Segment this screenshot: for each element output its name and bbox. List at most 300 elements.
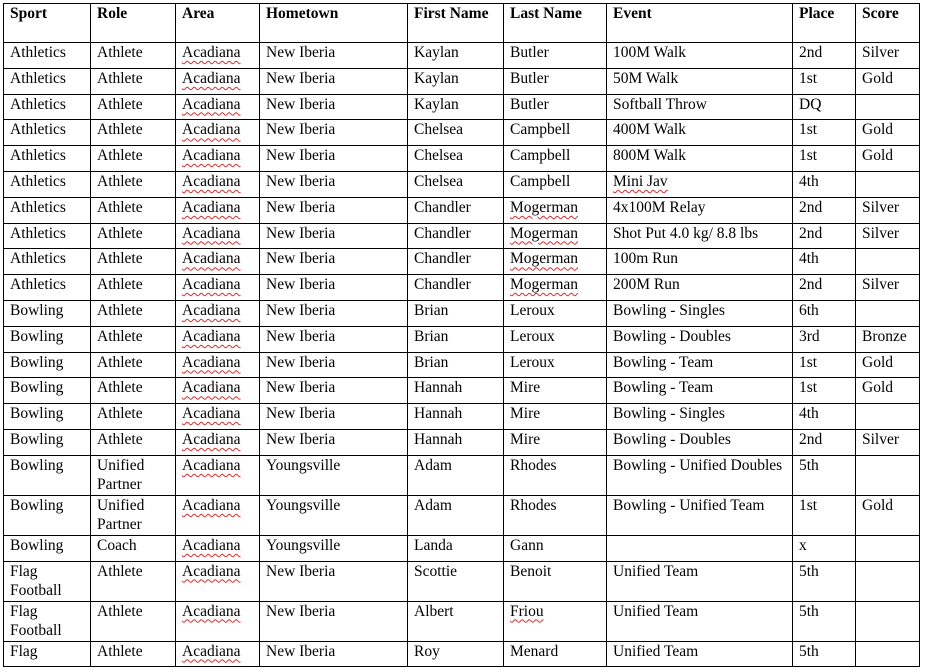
cell-text: 5th	[799, 602, 819, 620]
cell-text: Silver	[862, 198, 900, 216]
cell-place	[793, 223, 856, 249]
cell-hometown	[260, 275, 408, 301]
cell-score	[856, 171, 920, 197]
cell-role	[91, 352, 176, 378]
cell-text: Leroux	[510, 327, 555, 345]
cell-role	[91, 455, 176, 495]
cell-text: Chelsea	[414, 172, 464, 190]
cell-score	[856, 535, 920, 561]
cell-text: Chandler	[414, 250, 471, 268]
cell-sport	[4, 146, 91, 172]
cell-text: Athlete	[97, 95, 143, 113]
cell-area	[176, 352, 260, 378]
cell-text: Bowling	[10, 405, 64, 423]
cell-place	[793, 43, 856, 69]
cell-text: Bowling - Singles	[613, 405, 725, 423]
cell-text: Campbell	[510, 147, 571, 165]
cell-text: Bowling	[10, 536, 64, 554]
cell-text: New Iberia	[266, 69, 336, 87]
cell-event	[607, 171, 793, 197]
cell-text: Athlete	[97, 198, 143, 216]
cell-text: Unified Partner	[97, 456, 145, 494]
cell-role	[91, 429, 176, 455]
cell-hometown	[260, 223, 408, 249]
cell-hometown	[260, 146, 408, 172]
cell-role	[91, 495, 176, 535]
cell-event	[607, 249, 793, 275]
cell-last-name	[504, 455, 607, 495]
cell-text: Butler	[510, 44, 549, 61]
cell-text: 100M Walk	[613, 44, 686, 61]
table-row	[4, 601, 920, 641]
cell-hometown	[260, 352, 408, 378]
cell-text: Acadiana	[182, 276, 241, 294]
cell-text: Athletics	[10, 224, 66, 242]
cell-text: 4th	[799, 405, 819, 423]
cell-text: Athlete	[97, 172, 143, 190]
cell-event	[607, 495, 793, 535]
cell-hometown	[260, 68, 408, 94]
cell-place	[793, 275, 856, 301]
cell-text: Acadiana	[182, 301, 241, 319]
cell-text: Bowling	[10, 456, 64, 474]
cell-role	[91, 120, 176, 146]
cell-text: Coach	[97, 536, 137, 554]
cell-hometown	[260, 535, 408, 561]
cell-text: Athlete	[97, 430, 143, 448]
cell-last-name	[504, 641, 607, 667]
cell-first-name	[408, 455, 504, 495]
cell-area	[176, 300, 260, 326]
cell-place	[793, 171, 856, 197]
cell-event	[607, 535, 793, 561]
cell-last-name	[504, 495, 607, 535]
cell-text: Hannah	[414, 430, 463, 448]
cell-text: Mogerman	[510, 250, 579, 268]
cell-text: Silver	[862, 430, 900, 448]
cell-event	[607, 641, 793, 667]
cell-hometown	[260, 404, 408, 430]
cell-text: Gold	[862, 147, 893, 165]
cell-text: Mogerman	[510, 198, 579, 216]
table-row	[4, 171, 920, 197]
cell-first-name	[408, 300, 504, 326]
cell-text: Athlete	[97, 405, 143, 423]
cell-last-name	[504, 223, 607, 249]
column-header-hometown: Hometown	[260, 4, 408, 43]
cell-last-name	[504, 94, 607, 120]
cell-first-name	[408, 378, 504, 404]
cell-first-name	[408, 326, 504, 352]
cell-role	[91, 404, 176, 430]
cell-first-name	[408, 495, 504, 535]
cell-role	[91, 249, 176, 275]
cell-role	[91, 171, 176, 197]
cell-text: Menard	[510, 642, 559, 660]
cell-text: Softball Throw	[613, 95, 707, 113]
cell-text: Athletics	[10, 172, 66, 190]
cell-first-name	[408, 352, 504, 378]
table-row	[4, 43, 920, 69]
cell-text: Acadiana	[182, 198, 241, 216]
cell-text: Acadiana	[182, 147, 241, 165]
cell-text: 800M Walk	[613, 147, 686, 165]
cell-hometown	[260, 429, 408, 455]
cell-score	[856, 601, 920, 641]
cell-place	[793, 378, 856, 404]
cell-text: 50M Walk	[613, 69, 679, 87]
cell-area	[176, 561, 260, 601]
table-row	[4, 120, 920, 146]
cell-text: Chandler	[414, 198, 471, 216]
cell-text: Athletics	[10, 44, 66, 61]
cell-text: Athletics	[10, 198, 66, 216]
cell-sport	[4, 249, 91, 275]
cell-text: Acadiana	[182, 536, 241, 554]
cell-first-name	[408, 535, 504, 561]
table-row	[4, 455, 920, 495]
cell-hometown	[260, 43, 408, 69]
cell-area	[176, 429, 260, 455]
cell-first-name	[408, 249, 504, 275]
cell-text: Rhodes	[510, 456, 557, 474]
cell-text: Mini Jav	[613, 172, 668, 190]
cell-event	[607, 68, 793, 94]
cell-event	[607, 120, 793, 146]
header-row	[4, 4, 920, 43]
cell-event	[607, 275, 793, 301]
cell-score	[856, 197, 920, 223]
cell-score	[856, 495, 920, 535]
cell-hometown	[260, 171, 408, 197]
cell-text: Leroux	[510, 353, 555, 371]
cell-text: Athlete	[97, 224, 143, 242]
cell-text: Youngsville	[266, 456, 341, 474]
cell-place	[793, 429, 856, 455]
cell-text: Acadiana	[182, 562, 241, 580]
cell-score	[856, 429, 920, 455]
cell-event	[607, 378, 793, 404]
cell-text: Acadiana	[182, 456, 241, 474]
cell-text: 5th	[799, 642, 819, 660]
cell-sport	[4, 641, 91, 667]
cell-score	[856, 404, 920, 430]
cell-text: Athlete	[97, 379, 143, 397]
cell-text: Roy	[414, 642, 440, 660]
cell-role	[91, 641, 176, 667]
cell-hometown	[260, 249, 408, 275]
cell-text: Unified Team	[613, 602, 699, 620]
cell-text: Athlete	[97, 562, 143, 580]
cell-text: Flag	[10, 642, 38, 660]
cell-text: Chandler	[414, 224, 471, 242]
cell-last-name	[504, 326, 607, 352]
cell-text: Athlete	[97, 147, 143, 165]
cell-text: New Iberia	[266, 147, 336, 165]
cell-text: Youngsville	[266, 496, 341, 514]
cell-first-name	[408, 404, 504, 430]
cell-text: 2nd	[799, 198, 823, 216]
cell-event	[607, 326, 793, 352]
results-table	[3, 3, 920, 667]
table-row	[4, 275, 920, 301]
cell-text: Athlete	[97, 250, 143, 268]
cell-text: Gold	[862, 379, 893, 397]
cell-text: Athlete	[97, 44, 143, 61]
cell-place	[793, 68, 856, 94]
cell-sport	[4, 171, 91, 197]
cell-text: Athletics	[10, 121, 66, 139]
cell-last-name	[504, 171, 607, 197]
cell-text: New Iberia	[266, 430, 336, 448]
cell-last-name	[504, 146, 607, 172]
cell-score	[856, 146, 920, 172]
cell-text: Bowling - Doubles	[613, 327, 731, 345]
cell-text: Acadiana	[182, 172, 241, 190]
cell-text: Unified Partner	[97, 496, 145, 534]
cell-text: Bowling	[10, 496, 64, 514]
cell-text: New Iberia	[266, 121, 336, 139]
cell-text: Athlete	[97, 642, 143, 660]
cell-last-name	[504, 197, 607, 223]
cell-sport	[4, 535, 91, 561]
cell-text: Butler	[510, 69, 549, 87]
cell-text: Flag Football	[10, 602, 62, 640]
cell-last-name	[504, 404, 607, 430]
table-body	[4, 43, 920, 667]
cell-text: Acadiana	[182, 405, 241, 423]
cell-text: New Iberia	[266, 95, 336, 113]
cell-area	[176, 455, 260, 495]
cell-text: Athlete	[97, 602, 143, 620]
cell-role	[91, 223, 176, 249]
cell-score	[856, 352, 920, 378]
cell-text: Athletics	[10, 69, 66, 87]
cell-text: Campbell	[510, 121, 571, 139]
cell-text: New Iberia	[266, 301, 336, 319]
cell-score	[856, 120, 920, 146]
cell-hometown	[260, 495, 408, 535]
cell-text: 100m Run	[613, 250, 679, 268]
cell-text: New Iberia	[266, 405, 336, 423]
table-row	[4, 378, 920, 404]
cell-hometown	[260, 378, 408, 404]
cell-text: 2nd	[799, 430, 823, 448]
cell-text: Mire	[510, 379, 541, 397]
cell-text: 2nd	[799, 224, 823, 242]
cell-text: Bowling - Team	[613, 379, 714, 397]
cell-text: 1st	[799, 379, 818, 397]
cell-place	[793, 352, 856, 378]
cell-text: Hannah	[414, 405, 463, 423]
cell-first-name	[408, 561, 504, 601]
cell-hometown	[260, 455, 408, 495]
cell-text: x	[799, 536, 807, 554]
cell-text: 1st	[799, 121, 818, 139]
cell-text: Campbell	[510, 172, 571, 190]
cell-text: New Iberia	[266, 327, 336, 345]
cell-first-name	[408, 197, 504, 223]
cell-sport	[4, 275, 91, 301]
cell-area	[176, 68, 260, 94]
cell-sport	[4, 223, 91, 249]
cell-text: Acadiana	[182, 69, 241, 87]
cell-first-name	[408, 120, 504, 146]
cell-text: Scottie	[414, 562, 458, 580]
cell-first-name	[408, 68, 504, 94]
cell-event	[607, 455, 793, 495]
cell-text: Acadiana	[182, 327, 241, 345]
cell-area	[176, 146, 260, 172]
cell-hometown	[260, 94, 408, 120]
cell-first-name	[408, 43, 504, 69]
cell-text: Gold	[862, 496, 893, 514]
cell-score	[856, 455, 920, 495]
cell-place	[793, 197, 856, 223]
cell-text: 1st	[799, 69, 818, 87]
cell-sport	[4, 561, 91, 601]
cell-text: Benoit	[510, 562, 552, 580]
cell-text: New Iberia	[266, 642, 336, 660]
table-row	[4, 68, 920, 94]
cell-text: Acadiana	[182, 496, 241, 514]
table-row	[4, 429, 920, 455]
cell-text: Flag Football	[10, 562, 62, 600]
cell-text: Kaylan	[414, 44, 459, 61]
cell-place	[793, 146, 856, 172]
cell-score	[856, 378, 920, 404]
cell-sport	[4, 68, 91, 94]
table-row	[4, 146, 920, 172]
cell-text: 6th	[799, 301, 819, 319]
cell-event	[607, 352, 793, 378]
cell-text: Leroux	[510, 301, 555, 319]
cell-last-name	[504, 352, 607, 378]
cell-text: Bronze	[862, 327, 907, 345]
cell-text: Bowling	[10, 353, 64, 371]
cell-first-name	[408, 429, 504, 455]
cell-text: Athlete	[97, 69, 143, 87]
cell-text: Acadiana	[182, 430, 241, 448]
cell-area	[176, 601, 260, 641]
cell-text: Acadiana	[182, 379, 241, 397]
cell-last-name	[504, 68, 607, 94]
table-row	[4, 326, 920, 352]
cell-event	[607, 601, 793, 641]
cell-last-name	[504, 561, 607, 601]
cell-place	[793, 300, 856, 326]
cell-area	[176, 275, 260, 301]
cell-text: Acadiana	[182, 353, 241, 371]
cell-first-name	[408, 171, 504, 197]
cell-hometown	[260, 601, 408, 641]
cell-sport	[4, 455, 91, 495]
cell-first-name	[408, 601, 504, 641]
cell-role	[91, 378, 176, 404]
cell-place	[793, 404, 856, 430]
cell-sport	[4, 43, 91, 69]
cell-text: Chandler	[414, 276, 471, 294]
cell-text: 2nd	[799, 276, 823, 294]
cell-place	[793, 601, 856, 641]
column-header-first-name: First Name	[408, 4, 504, 43]
cell-text: Friou	[510, 602, 544, 620]
cell-text: 5th	[799, 562, 819, 580]
cell-text: Bowling	[10, 379, 64, 397]
cell-text: Acadiana	[182, 602, 241, 620]
cell-area	[176, 495, 260, 535]
cell-sport	[4, 326, 91, 352]
cell-text: Mire	[510, 430, 541, 448]
cell-hometown	[260, 326, 408, 352]
table-row	[4, 495, 920, 535]
cell-score	[856, 275, 920, 301]
cell-text: 1st	[799, 147, 818, 165]
cell-text: Athletics	[10, 276, 66, 294]
cell-text: 1st	[799, 353, 818, 371]
cell-text: New Iberia	[266, 602, 336, 620]
cell-text: Gold	[862, 121, 893, 139]
cell-score	[856, 43, 920, 69]
cell-place	[793, 455, 856, 495]
cell-hometown	[260, 300, 408, 326]
cell-text: 4x100M Relay	[613, 198, 706, 216]
column-header-event: Event	[607, 4, 793, 43]
cell-area	[176, 326, 260, 352]
cell-text: Kaylan	[414, 69, 459, 87]
cell-role	[91, 601, 176, 641]
cell-last-name	[504, 601, 607, 641]
cell-role	[91, 300, 176, 326]
table-row	[4, 404, 920, 430]
cell-first-name	[408, 94, 504, 120]
cell-score	[856, 326, 920, 352]
cell-event	[607, 223, 793, 249]
cell-text: Athletics	[10, 95, 66, 113]
cell-hometown	[260, 197, 408, 223]
cell-last-name	[504, 535, 607, 561]
cell-text: Rhodes	[510, 496, 557, 514]
cell-text: Bowling - Singles	[613, 301, 725, 319]
cell-last-name	[504, 120, 607, 146]
cell-first-name	[408, 641, 504, 667]
cell-place	[793, 641, 856, 667]
cell-sport	[4, 495, 91, 535]
cell-score	[856, 300, 920, 326]
column-header-last-name: Last Name	[504, 4, 607, 43]
cell-text: Brian	[414, 301, 449, 319]
cell-last-name	[504, 429, 607, 455]
cell-last-name	[504, 275, 607, 301]
cell-last-name	[504, 378, 607, 404]
cell-sport	[4, 378, 91, 404]
cell-text: Acadiana	[182, 224, 241, 242]
cell-score	[856, 223, 920, 249]
cell-score	[856, 561, 920, 601]
cell-area	[176, 404, 260, 430]
cell-text: Brian	[414, 327, 449, 345]
cell-area	[176, 94, 260, 120]
cell-role	[91, 43, 176, 69]
cell-last-name	[504, 300, 607, 326]
cell-event	[607, 404, 793, 430]
cell-text: Mogerman	[510, 224, 579, 242]
cell-text: Bowling - Team	[613, 353, 714, 371]
cell-text: New Iberia	[266, 44, 336, 61]
cell-text: Adam	[414, 456, 452, 474]
cell-text: Acadiana	[182, 642, 241, 660]
cell-text: Bowling	[10, 430, 64, 448]
